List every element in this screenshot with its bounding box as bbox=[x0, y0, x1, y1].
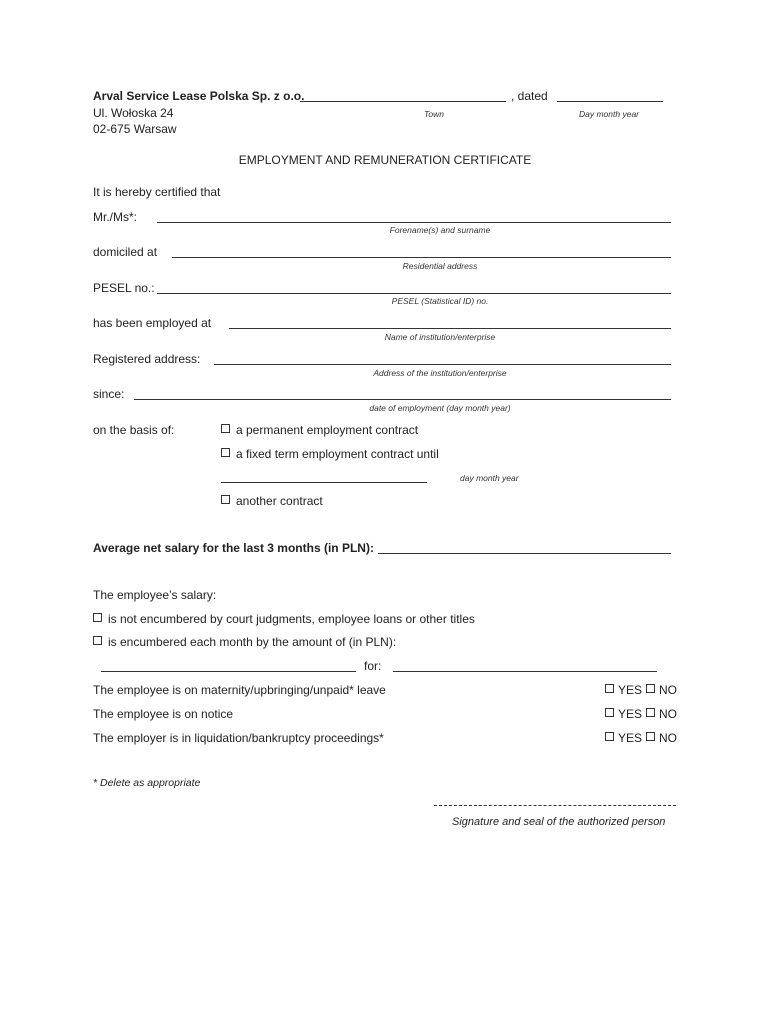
option-fixed-label: a fixed term employment contract until bbox=[236, 447, 439, 461]
registered-label: Registered address: bbox=[93, 352, 201, 366]
pesel-hint: PESEL (Statistical ID) no. bbox=[391, 296, 489, 306]
domicile-field[interactable] bbox=[172, 257, 671, 258]
signature-line[interactable] bbox=[434, 805, 676, 806]
employer-hint: Name of institution/enterprise bbox=[384, 332, 496, 342]
checkbox-icon[interactable] bbox=[646, 732, 655, 741]
no-label: NO bbox=[659, 683, 678, 697]
pesel-field[interactable] bbox=[157, 293, 671, 294]
registered-address-field[interactable] bbox=[214, 364, 671, 365]
yes-label: YES bbox=[618, 731, 643, 745]
since-label: since: bbox=[93, 387, 125, 401]
date-hint: Day month year bbox=[579, 109, 639, 119]
employee-salary-heading: The employee’s salary: bbox=[93, 588, 217, 602]
checkbox-icon[interactable] bbox=[646, 684, 655, 693]
intro-text: It is hereby certified that bbox=[93, 185, 221, 199]
salary-field[interactable] bbox=[378, 553, 671, 554]
footnote: * Delete as appropriate bbox=[93, 777, 201, 789]
pesel-label: PESEL no.: bbox=[93, 281, 155, 295]
name-hint: Forename(s) and surname bbox=[389, 225, 491, 235]
question-leave-answer[interactable] bbox=[605, 683, 677, 697]
name-label: Mr./Ms*: bbox=[93, 210, 137, 224]
since-hint: date of employment (day month year) bbox=[369, 403, 511, 413]
encumbered-for-field[interactable] bbox=[393, 671, 657, 672]
checkbox-icon[interactable] bbox=[221, 495, 230, 504]
question-notice: The employee is on notice bbox=[93, 707, 234, 721]
fixed-term-date-field[interactable] bbox=[221, 482, 427, 483]
employer-field[interactable] bbox=[229, 328, 671, 329]
since-field[interactable] bbox=[134, 399, 671, 400]
option-encumbered[interactable] bbox=[93, 635, 396, 649]
question-leave: The employee is on maternity/upbringing/unpaid* leave bbox=[93, 683, 386, 697]
company-street: Ul. Wołoska 24 bbox=[93, 106, 174, 120]
no-label: NO bbox=[659, 707, 678, 721]
date-field[interactable] bbox=[557, 101, 663, 102]
checkbox-icon[interactable] bbox=[605, 684, 614, 693]
salary-label: Average net salary for the last 3 months (in PLN): bbox=[93, 541, 374, 555]
checkbox-icon[interactable] bbox=[221, 448, 230, 457]
option-other[interactable] bbox=[221, 494, 323, 508]
domicile-label: domiciled at bbox=[93, 245, 158, 259]
option-permanent[interactable] bbox=[221, 423, 418, 437]
question-liquidation: The employer is in liquidation/bankruptcy proceedings* bbox=[93, 731, 384, 745]
encumbered-amount-field[interactable] bbox=[101, 671, 356, 672]
name-field[interactable] bbox=[157, 222, 671, 223]
registered-hint: Address of the institution/enterprise bbox=[373, 368, 507, 378]
checkbox-icon[interactable] bbox=[605, 708, 614, 717]
checkbox-icon[interactable] bbox=[605, 732, 614, 741]
no-label: NO bbox=[659, 731, 678, 745]
basis-label: on the basis of: bbox=[93, 423, 175, 437]
yes-label: YES bbox=[618, 707, 643, 721]
option-permanent-label: a permanent employment contract bbox=[236, 423, 419, 437]
option-not-encumbered-label: is not encumbered by court judgments, employee loans or other titles bbox=[108, 612, 475, 626]
signature-label: Signature and seal of the authorized person bbox=[452, 816, 666, 828]
town-field[interactable] bbox=[300, 101, 506, 102]
checkbox-icon[interactable] bbox=[646, 708, 655, 717]
checkbox-icon[interactable] bbox=[93, 613, 102, 622]
town-hint: Town bbox=[424, 109, 445, 119]
document-title: EMPLOYMENT AND REMUNERATION CERTIFICATE bbox=[238, 153, 532, 167]
employed-label: has been employed at bbox=[93, 316, 212, 330]
question-notice-answer[interactable] bbox=[605, 707, 677, 721]
yes-label: YES bbox=[618, 683, 643, 697]
company-city: 02-675 Warsaw bbox=[93, 122, 177, 136]
dated-label: , dated bbox=[511, 89, 548, 103]
checkbox-icon[interactable] bbox=[221, 424, 230, 433]
option-encumbered-label: is encumbered each month by the amount of (in PLN): bbox=[108, 635, 397, 649]
checkbox-icon[interactable] bbox=[93, 636, 102, 645]
option-other-label: another contract bbox=[236, 494, 323, 508]
domicile-hint: Residential address bbox=[402, 261, 478, 271]
question-liquidation-answer[interactable] bbox=[605, 731, 677, 745]
for-label: for: bbox=[364, 659, 382, 673]
option-fixed-term[interactable] bbox=[221, 447, 439, 461]
option-not-encumbered[interactable] bbox=[93, 612, 475, 626]
company-name: Arval Service Lease Polska Sp. z o.o. bbox=[93, 89, 305, 103]
fixed-term-hint: day month year bbox=[460, 473, 519, 483]
